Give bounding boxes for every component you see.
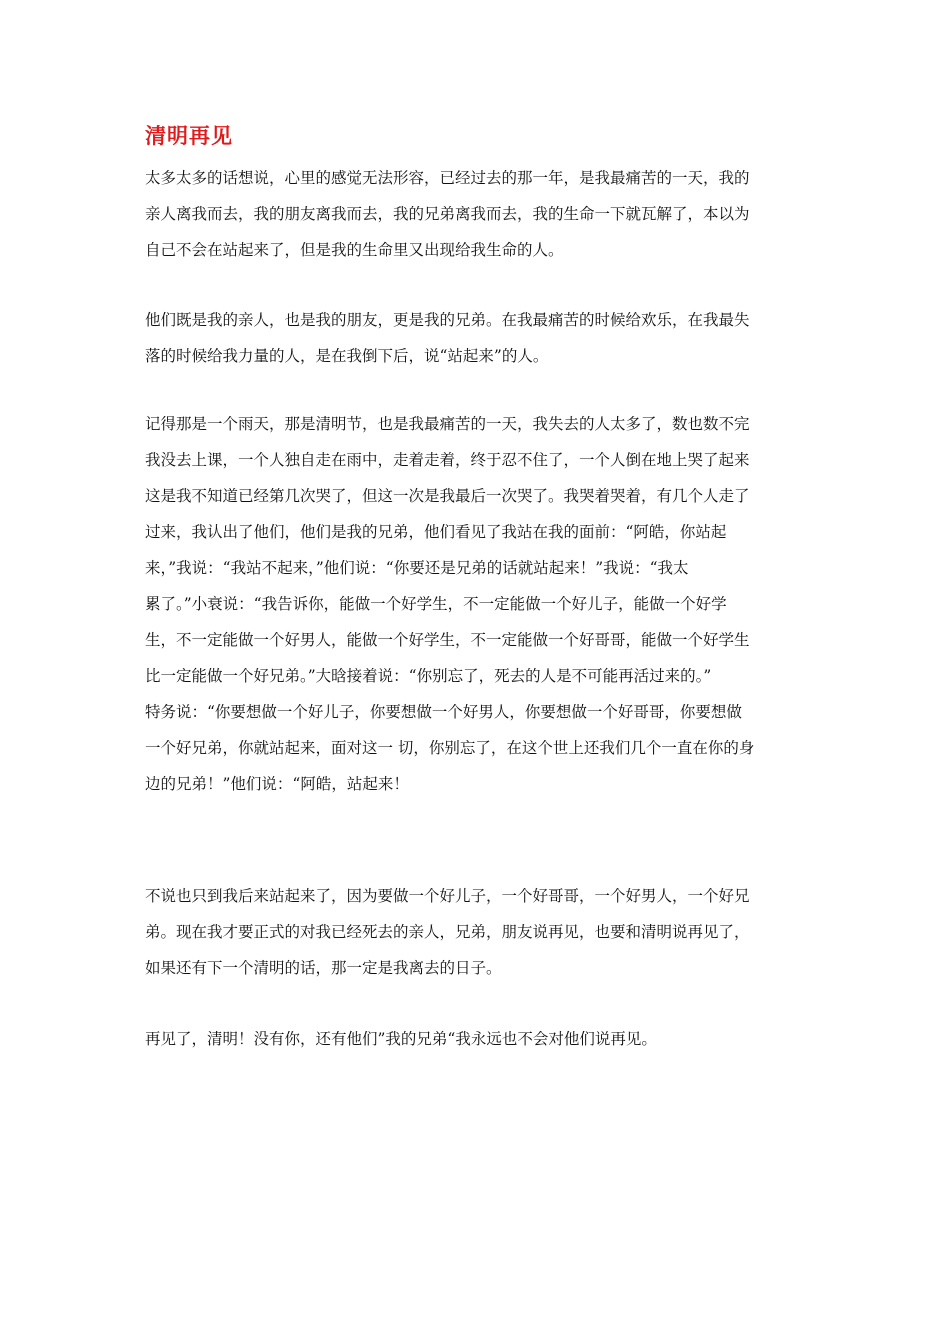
paragraph-line: 太多太多的话想说，心里的感觉无法形容，已经过去的那一年，是我最痛苦的一天，我的 <box>145 169 750 187</box>
paragraph-line: 过来，我认出了他们，他们是我的兄弟，他们看见了我站在我的面前：“阿皓，你站起 <box>145 523 727 541</box>
paragraph-line: 一个好兄弟，你就站起来，面对这一 切，你别忘了，在这个世上还我们几个一直在你的身 <box>145 739 755 757</box>
paragraph-line: 再见了，清明！没有你，还有他们”我的兄弟“我永远也不会对他们说再见。 <box>145 1030 657 1048</box>
paragraph-line: 亲人离我而去，我的朋友离我而去，我的兄弟离我而去，我的生命一下就瓦解了，本以为 <box>145 205 750 223</box>
document-title: 清明再见 <box>145 124 233 148</box>
paragraph-line: 来，”我说：“我站不起来，”他们说：“你要还是兄弟的话就站起来！”我说：“我太 <box>145 559 689 577</box>
paragraph-line: 边的兄弟！”他们说：“阿皓，站起来！ <box>145 775 409 793</box>
paragraph-line: 落的时候给我力量的人，是在我倒下后，说“站起来”的人。 <box>145 347 549 365</box>
paragraph-line: 自己不会在站起来了，但是我的生命里又出现给我生命的人。 <box>145 241 564 259</box>
paragraph-line: 记得那是一个雨天，那是清明节，也是我最痛苦的一天，我失去的人太多了，数也数不完 <box>145 415 750 433</box>
paragraph-line: 比一定能做一个好兄弟。”大晗接着说：“你别忘了，死去的人是不可能再活过来的。” <box>145 667 712 685</box>
paragraph-line: 弟。现在我才要正式的对我已经死去的亲人，兄弟，朋友说再见，也要和清明说再见了， <box>145 923 750 941</box>
paragraph-2 <box>145 302 810 374</box>
paragraph-line: 累了。”小衰说：“我告诉你，能做一个好学生，不一定能做一个好儿子，能做一个好学 <box>145 595 727 613</box>
paragraph-line: 这是我不知道已经第几次哭了，但这一次是我最后一次哭了。我哭着哭着，有几个人走了 <box>145 487 750 505</box>
paragraph-4 <box>145 878 810 986</box>
paragraph-line: 特务说：“你要想做一个好儿子，你要想做一个好男人，你要想做一个好哥哥，你要想做 <box>145 703 742 721</box>
paragraph-line: 如果还有下一个清明的话，那一定是我离去的日子。 <box>145 959 502 977</box>
paragraph-line: 不说也只到我后来站起来了，因为要做一个好儿子，一个好哥哥，一个好男人，一个好兄 <box>145 887 750 905</box>
paragraph-line: 生，不一定能做一个好男人，能做一个好学生，不一定能做一个好哥哥，能做一个好学生 <box>145 631 750 649</box>
paragraph-line: 我没去上课，一个人独自走在雨中，走着走着，终于忍不住了，一个人倒在地上哭了起来 <box>145 451 750 469</box>
paragraph-line: 他们既是我的亲人，也是我的朋友，更是我的兄弟。在我最痛苦的时候给欢乐，在我最失 <box>145 311 750 329</box>
paragraph-5 <box>145 1021 810 1057</box>
paragraph-1 <box>145 160 810 268</box>
paragraph-3 <box>145 406 810 802</box>
